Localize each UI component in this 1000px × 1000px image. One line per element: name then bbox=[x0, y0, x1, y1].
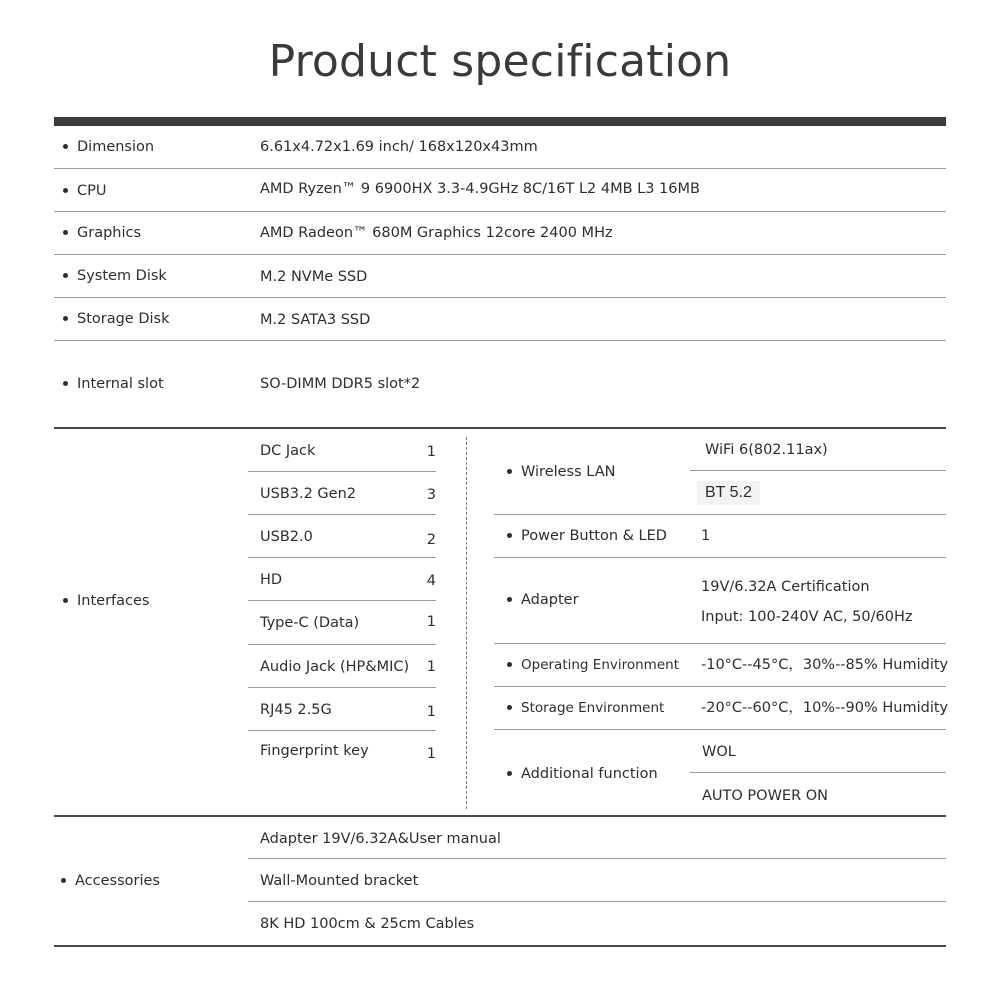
internal-slot-label: Internal slot bbox=[63, 375, 164, 393]
accessory-item: Adapter 19V/6.32A&User manual bbox=[260, 831, 501, 847]
section-divider bbox=[54, 427, 946, 429]
divider bbox=[54, 340, 946, 341]
column-separator bbox=[466, 437, 467, 809]
divider bbox=[494, 643, 946, 644]
port-count: 1 bbox=[426, 746, 436, 762]
divider bbox=[248, 858, 946, 859]
graphics-label: Graphics bbox=[63, 224, 141, 242]
divider bbox=[54, 211, 946, 212]
divider bbox=[54, 168, 946, 169]
dimension-label: Dimension bbox=[63, 138, 154, 156]
system-disk-label: System Disk bbox=[63, 267, 167, 285]
divider bbox=[690, 772, 946, 773]
header-bar bbox=[54, 117, 946, 126]
port-count: 3 bbox=[426, 487, 436, 503]
accessory-item: Wall-Mounted bracket bbox=[260, 873, 419, 889]
cpu-value: AMD Ryzen™ 9 6900HX 3.3-4.9GHz 8C/16T L2 4MB L3 16MB bbox=[260, 181, 700, 197]
page-title: Product specification bbox=[268, 36, 732, 87]
interfaces-label: Interfaces bbox=[63, 592, 149, 610]
port-name: DC Jack bbox=[260, 443, 316, 459]
divider bbox=[248, 514, 436, 515]
port-count: 2 bbox=[426, 532, 436, 548]
storage-env-value: -20°C--60°C，10%--90% Humidity bbox=[701, 700, 949, 716]
operating-env-value: -10°C--45°C，30%--85% Humidity bbox=[701, 657, 949, 673]
storage-disk-label: Storage Disk bbox=[63, 310, 170, 328]
port-name: Audio Jack (HP&MIC) bbox=[260, 659, 410, 675]
port-name: Fingerprint key bbox=[260, 743, 369, 759]
divider bbox=[494, 729, 946, 730]
adapter-certification: 19V/6.32A Certification bbox=[701, 579, 870, 595]
port-name: HD bbox=[260, 572, 283, 588]
graphics-value: AMD Radeon™ 680M Graphics 12core 2400 MHz bbox=[260, 225, 613, 241]
divider bbox=[248, 471, 436, 472]
divider bbox=[54, 297, 946, 298]
additional-auto-power-on: AUTO POWER ON bbox=[702, 788, 829, 804]
divider bbox=[494, 686, 946, 687]
accessories-label: Accessories bbox=[61, 872, 160, 890]
storage-env-label: Storage Environment bbox=[507, 699, 664, 717]
divider bbox=[494, 514, 946, 515]
port-count: 4 bbox=[426, 573, 436, 589]
additional-wol: WOL bbox=[702, 744, 736, 760]
adapter-label: Adapter bbox=[507, 591, 579, 609]
port-count: 1 bbox=[426, 444, 436, 460]
system-disk-value: M.2 NVMe SSD bbox=[260, 269, 368, 285]
bottom-rule bbox=[54, 945, 946, 947]
port-name: USB2.0 bbox=[260, 529, 313, 545]
divider bbox=[54, 254, 946, 255]
port-count: 1 bbox=[426, 659, 436, 675]
adapter-input: Input: 100-240V AC, 50/60Hz bbox=[701, 609, 913, 625]
port-name: USB3.2 Gen2 bbox=[260, 486, 357, 502]
wireless-label: Wireless LAN bbox=[507, 463, 615, 481]
section-divider bbox=[54, 815, 946, 817]
operating-env-label: Operating Environment bbox=[507, 656, 679, 674]
cpu-label: CPU bbox=[63, 182, 106, 200]
divider bbox=[248, 901, 946, 902]
port-name: Type-C (Data) bbox=[260, 615, 360, 631]
divider bbox=[690, 470, 946, 471]
internal-slot-value: SO-DIMM DDR5 slot*2 bbox=[260, 376, 421, 392]
divider bbox=[248, 600, 436, 601]
power-button-value: 1 bbox=[701, 528, 711, 544]
wifi-value: WiFi 6(802.11ax) bbox=[705, 442, 828, 458]
divider bbox=[248, 730, 436, 731]
accessory-item: 8K HD 100cm & 25cm Cables bbox=[260, 916, 475, 932]
power-button-label: Power Button & LED bbox=[507, 527, 667, 545]
port-name: RJ45 2.5G bbox=[260, 702, 332, 718]
divider bbox=[248, 644, 436, 645]
additional-function-label: Additional function bbox=[507, 765, 658, 783]
port-count: 1 bbox=[426, 704, 436, 720]
divider bbox=[248, 687, 436, 688]
dimension-value: 6.61x4.72x1.69 inch/ 168x120x43mm bbox=[260, 139, 538, 155]
port-count: 1 bbox=[426, 614, 436, 630]
storage-disk-value: M.2 SATA3 SSD bbox=[260, 312, 371, 328]
divider bbox=[494, 557, 946, 558]
bluetooth-value: BT 5.2 bbox=[697, 481, 760, 505]
divider bbox=[248, 557, 436, 558]
